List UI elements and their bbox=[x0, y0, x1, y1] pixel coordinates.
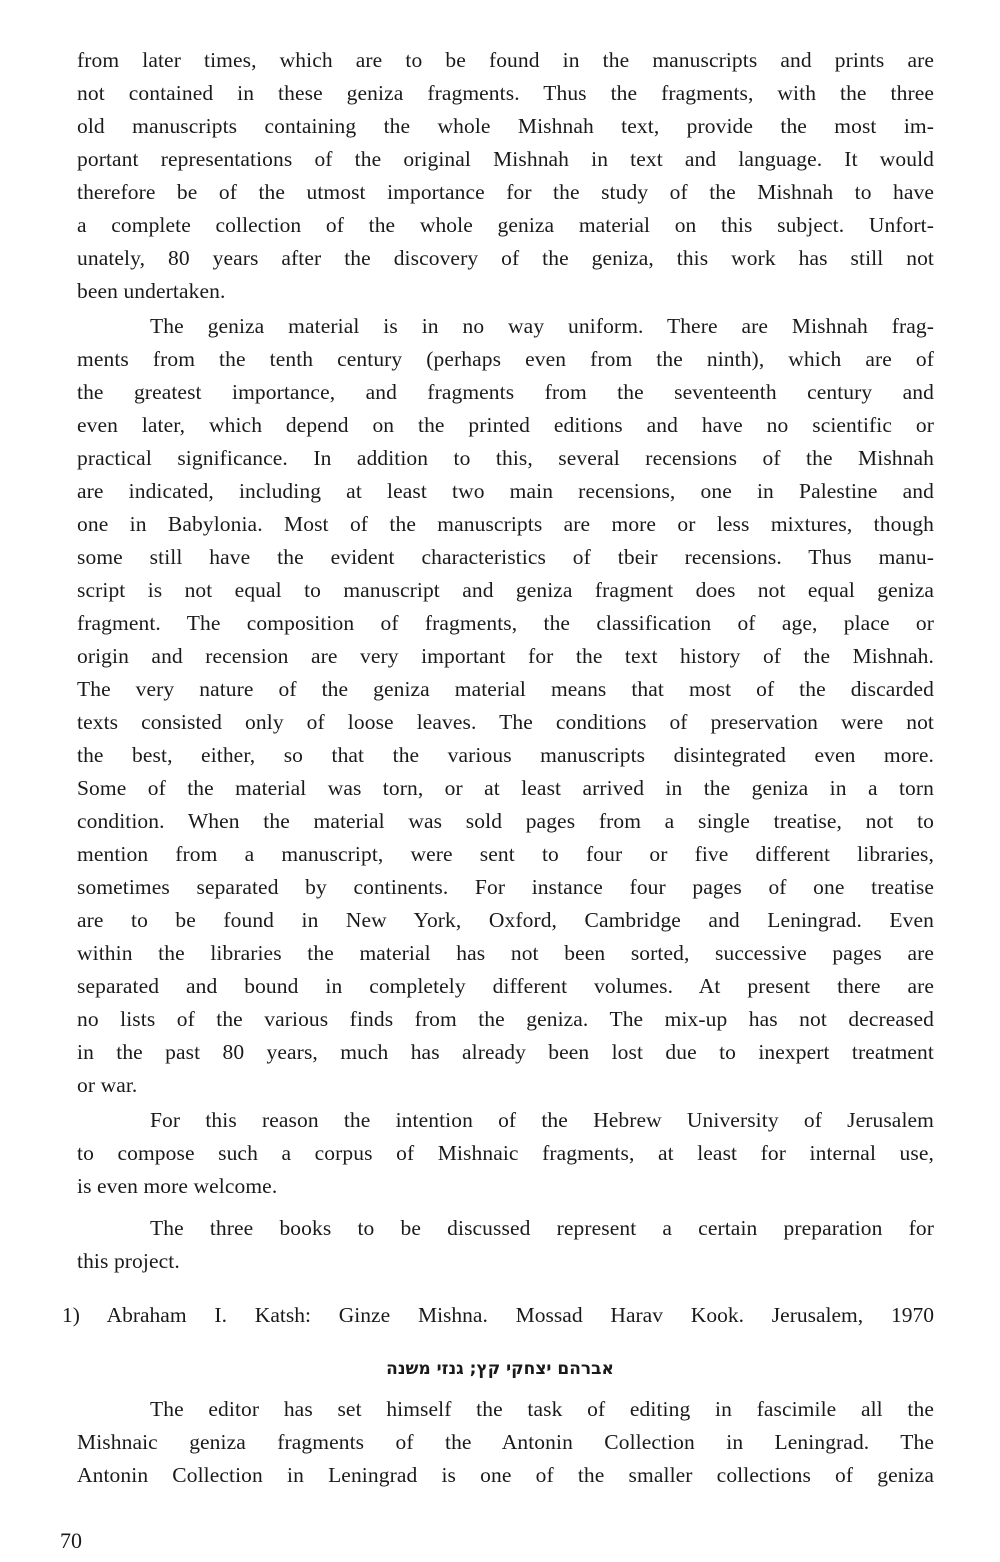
text-line: script is not equal to manuscript and geniza fragment does not equal geniza bbox=[77, 578, 934, 602]
text-line: The very nature of the geniza material means that most of the discarded bbox=[77, 677, 934, 701]
text-line: condition. When the material was sold pages from a single treatise, not to bbox=[77, 809, 934, 833]
text-line: old manuscripts containing the whole Mishnah text, provide the most im- bbox=[77, 114, 934, 138]
text-line: been undertaken. bbox=[77, 279, 226, 303]
text-line: the greatest importance, and fragments from the seventeenth century and bbox=[77, 380, 934, 404]
text-line: within the libraries the material has not been sorted, successive pages are bbox=[77, 941, 934, 965]
text-line: Antonin Collection in Leningrad is one of the smaller collections of geniza bbox=[77, 1463, 934, 1487]
text-line: sometimes separated by continents. For instance four pages of one treatise bbox=[77, 875, 934, 899]
text-line: from later times, which are to be found in the manuscripts and prints are bbox=[77, 48, 934, 72]
hebrew-title: אברהם יצחקי קץ; גנזי משנה bbox=[386, 1359, 614, 1379]
text-line: some still have the evident characteristics of tbeir recensions. Thus manu- bbox=[77, 545, 934, 569]
text-line: a complete collection of the whole geniza material on this subject. Unfort- bbox=[77, 213, 934, 237]
text-line: The three books to be discussed represent a certain preparation for bbox=[150, 1216, 934, 1240]
text-line: in the past 80 years, much has already been lost due to inexpert treatment bbox=[77, 1040, 934, 1064]
text-line: therefore be of the utmost importance for the study of the Mishnah to have bbox=[77, 180, 934, 204]
text-line: ments from the tenth century (perhaps even from the ninth), which are of bbox=[77, 347, 934, 371]
text-line: one in Babylonia. Most of the manuscripts are more or less mixtures, though bbox=[77, 512, 934, 536]
text-line: mention from a manuscript, were sent to four or five different libraries, bbox=[77, 842, 934, 866]
page-number: 70 bbox=[60, 1528, 82, 1553]
text-line: The editor has set himself the task of editing in fascimile all the bbox=[150, 1397, 934, 1421]
text-line: unately, 80 years after the discovery of the geniza, this work has still not bbox=[77, 246, 934, 270]
text-line: The geniza material is in no way uniform. There are Mishnah frag- bbox=[150, 314, 934, 338]
text-line: are to be found in New York, Oxford, Cambridge and Leningrad. Even bbox=[77, 908, 934, 932]
text-line: texts consisted only of loose leaves. The conditions of preservation were not bbox=[77, 710, 934, 734]
text-line: no lists of the various finds from the geniza. The mix-up has not decreased bbox=[77, 1007, 934, 1031]
text-line: is even more welcome. bbox=[77, 1174, 278, 1198]
text-line: portant representations of the original Mishnah in text and language. It would bbox=[77, 147, 934, 171]
text-line: Some of the material was torn, or at least arrived in the geniza in a torn bbox=[77, 776, 934, 800]
text-line: origin and recension are very important for the text history of the Mishnah. bbox=[77, 644, 934, 668]
text-line: separated and bound in completely different volumes. At present there are bbox=[77, 974, 934, 998]
text-line: or war. bbox=[77, 1073, 138, 1097]
text-line: even later, which depend on the printed editions and have no scientific or bbox=[77, 413, 934, 437]
text-line: practical significance. In addition to this, several recensions of the Mishnah bbox=[77, 446, 934, 470]
text-line: this project. bbox=[77, 1249, 180, 1273]
text-line: fragment. The composition of fragments, the classification of age, place or bbox=[77, 611, 934, 635]
text-line: For this reason the intention of the Hebrew University of Jerusalem bbox=[150, 1108, 934, 1132]
text-line: the best, either, so that the various manuscripts disintegrated even more. bbox=[77, 743, 934, 767]
text-line: Mishnaic geniza fragments of the Antonin Collection in Leningrad. The bbox=[77, 1430, 934, 1454]
text-line: to compose such a corpus of Mishnaic fragments, at least for internal use, bbox=[77, 1141, 934, 1165]
text-line: not contained in these geniza fragments. Thus the fragments, with the three bbox=[77, 81, 934, 105]
text-line: are indicated, including at least two main recensions, one in Palestine and bbox=[77, 479, 934, 503]
book-citation: 1) Abraham I. Katsh: Ginze Mishna. Mossad Harav Kook. Jerusalem, 1970 bbox=[62, 1303, 934, 1327]
